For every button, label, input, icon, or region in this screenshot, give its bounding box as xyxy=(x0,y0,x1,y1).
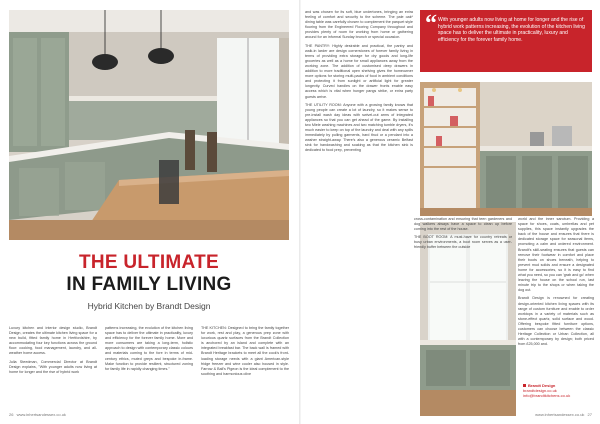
left-footer xyxy=(9,412,66,417)
paragraph: world and the inner sanctum. Providing a space for shoes, coats, umbrellas and pet supplies, this space instantly upgrades the back of the house and ensures that there is dedicated storage space for seasonal items, promoting a calm and ordered environment. Brandt's skill-seating ensures that guests can remove their footwear in comfort and place their boots on shoes beneath, helping to prevent mud solids and ensure a designated home for accessories, so it is easy to find what you need, so you can 'grab and go' when leaving the house on the school run, last minute trip to the shops or when taking the dog out. xyxy=(518,217,594,293)
left-column-3 xyxy=(201,326,289,380)
hero-kitchen-photo xyxy=(9,10,289,240)
page-number: 26 xyxy=(9,412,14,417)
paragraph: Julia Steedman, Commercial Director at Brandt Design explains, "With younger adults now living at home for longer and the rise of hybrid work xyxy=(9,359,97,374)
footer-url[interactable]: www.inhertsandessex.co.uk xyxy=(535,412,585,417)
company-name: Brandt Design xyxy=(528,383,556,388)
paragraph: cross-contamination and ensuring that teen gardeners and dog walkers always have a space to clean up before coming into the rest of the house. xyxy=(414,217,512,232)
paragraph: THE PANTRY: Highly desirable and practical, the pantry and walk-in larder are design cornerstones of forever family living in terms of providing extra storage for dry goods and long-life groceries as well as a home for small appliances away from the working zone. The addition of customised deep drawers in addition to more traditional open shelving gives the homeowner more options for storing multi-packs of food in ambient conditions and protecting it from sunlight or artificial light for greater longevity. Curved handles on the drawer fronts enable easy access which is vital when hunger pangs strike, or extra party guests arrive. xyxy=(305,43,413,99)
paragraph: and was chosen for its soft, blue undertones, bringing an extra feeling of comfort and security to the scheme. The pale oak* dining table was carefully chosen to complement the parquet style flooring from the Engineered Flooring Company throughout and provides plenty of room for working from home or gathering around for an informal Sunday brunch or special occasion. xyxy=(305,10,413,40)
paragraph: patterns increasing, the evolution of the kitchen living space has to deliver the ultimate in practicality, luxury and efficiency for the forever family home. More and more consumers are taking a long-term, holistic approach to design with contemporary classic colours and materials coming to the fore in terms of mid-century ethics, muted greys and bespoke in-frame. Make function to provide resilient, structured zoning for family life in rapidly changing times." xyxy=(105,326,193,371)
paragraph: THE KITCHEN: Designed to bring the family together for work, rest and play, a generous prep zone with luxurious quartz surfaces from the Brandt Collection is anchored by an island and complete with an integrated breakfast bar. The back wall is framed with Brandt Heritage brackets to meet all the cook's front-loading storage needs with a giant American-style fridge freezer and wine cooler also housed in style. Farrow & Ball's Pigeon is the ideal complement to the soothing and harmonious olive xyxy=(201,326,289,376)
footer-url[interactable]: www.inhertsandessex.co.uk xyxy=(16,412,66,417)
paragraph: THE BOOT ROOM: A must-have for country retreats or busy urban environments, a boot room serves as a user-friendly buffer between the outside xyxy=(414,235,512,250)
right-column-2 xyxy=(414,217,512,254)
paragraph: THE UTILITY ROOM: Anyone with a growing family knows that young people can create a lot of laundry, so it makes sense to pre-install wash day ideas with swivel-out arms of integrated appliances so that you can get ahead of the game. By installing two Miele washing machines and two matching tumble dryers, it's much easier to keep on top of the laundry and deal with any spills immediately by pulling garments, hard thud or a pendant into a washer straight-away. There's also a generous ceramic Belfast sink for handwashing and soaking as that the kitchen sink is dedicated to food prep, preventing xyxy=(305,102,413,153)
right-footer xyxy=(480,412,592,417)
email-link[interactable]: info@brandtkitchens.co.uk xyxy=(523,393,571,399)
bullet-square-icon xyxy=(523,384,526,387)
pull-quote-text: With younger adults now living at home for longer and the rise of hybrid work patterns increasing, the evolution of the kitchen living space has to deliver the ultimate in practicality, luxury and efficiency for the forever family home. xyxy=(438,17,585,43)
left-column-2 xyxy=(105,326,193,375)
article-title xyxy=(9,252,289,296)
article-subtitle: Hybrid Kitchen by Brandt Design xyxy=(87,301,211,311)
title-line-2: IN FAMILY LIVING xyxy=(66,274,232,295)
contact-block xyxy=(523,383,570,399)
pull-quote xyxy=(420,10,592,72)
paragraph: Luxury kitchen and interior design studio, Brandt Design, creates the ultimate kitchen living space for a new build, fitted family home in Hertfordshire, by accommodating four key functions across the ground floor: cooking, food management, laundry, and all-weather home access. xyxy=(9,326,97,356)
page-gutter xyxy=(299,0,301,424)
paragraph: Brandt Design is renowned for creating design-oriented kitchen living spaces with its range of custom furniture and enable to order worktops in a variety of materials such as stone-effect quartz, solid surface and wood. Offering bespoke fitted furniture options, customers can choose between the classic Heritage Collection or Urban Collection, all with a contemporary by design; both priced from £25,000 and. xyxy=(518,296,594,347)
right-column-3 xyxy=(518,217,594,350)
utility-room-photo xyxy=(302,83,594,217)
website-link[interactable]: brandtdesign.co.uk xyxy=(523,388,557,394)
left-column-1 xyxy=(9,326,97,378)
quote-mark-icon: “ xyxy=(425,11,437,37)
page-number: 27 xyxy=(587,412,592,417)
title-line-1: THE ULTIMATE xyxy=(78,252,220,273)
